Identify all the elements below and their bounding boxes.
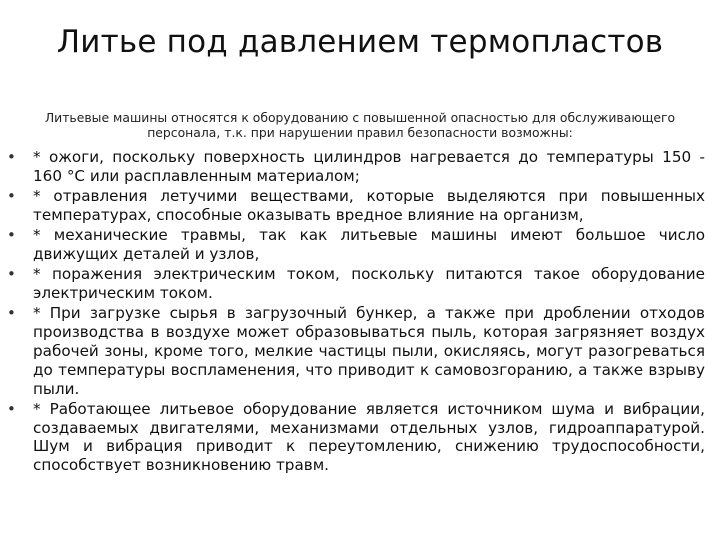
bullet-marker: • <box>7 265 16 284</box>
intro-paragraph: Литьевые машины относятся к оборудованию с повышенной опасностью для обслуживающего персонала, т.к. при нарушении правил безопасности возможны: <box>44 110 676 140</box>
bullet-item-electric-shock <box>7 265 705 303</box>
bullet-text: * отравления летучими веществами, которые выделяются при повышенных температурах, способные оказывать вредное влияние на организм, <box>33 187 705 224</box>
bullet-text: * Работающее литьевое оборудование является источником шума и вибрации, создаваемых двигателями, механизмами отдельных узлов, гидроаппаратурой. Шум и вибрация приводит к переутомлению, снижению трудоспособности, способствует возникновению травм. <box>33 399 705 475</box>
bullet-text: * ожоги, поскольку поверхность цилиндров нагревается до температуры 150 - 160 °С или расплавленным материалом; <box>33 148 705 185</box>
bullet-item-poisoning <box>7 187 705 225</box>
bullet-list <box>0 148 720 477</box>
bullet-marker: • <box>7 226 16 245</box>
bullet-marker: • <box>7 148 16 166</box>
bullet-marker: • <box>7 399 16 418</box>
bullet-item-mechanical-injuries <box>7 226 705 264</box>
bullet-marker: • <box>7 304 16 323</box>
bullet-item-dust <box>7 304 705 398</box>
bullet-item-noise-vibration <box>7 399 705 475</box>
bullet-text: * поражения электрическим током, поскольку питаются такое оборудование электрическим током. <box>33 265 705 303</box>
bullet-text: * механические травмы, так как литьевые машины имеют большое число движущих деталей и узлов, <box>33 226 705 263</box>
slide-title: Литье под давлением термопластов <box>56 24 664 60</box>
bullet-text: * При загрузке сырья в загрузочный бункер, а также при дроблении отходов производства в воздухе может образовываться пыль, которая загрязняет воздух рабочей зоны, кроме того, мелкие частицы пыли, окисляясь, могут разогреваться до температуры воспламенения, что приводит к самовозгоранию, а также взрыву пыли. <box>33 304 705 398</box>
bullet-marker: • <box>7 187 16 206</box>
bullet-item-burns <box>7 148 705 186</box>
